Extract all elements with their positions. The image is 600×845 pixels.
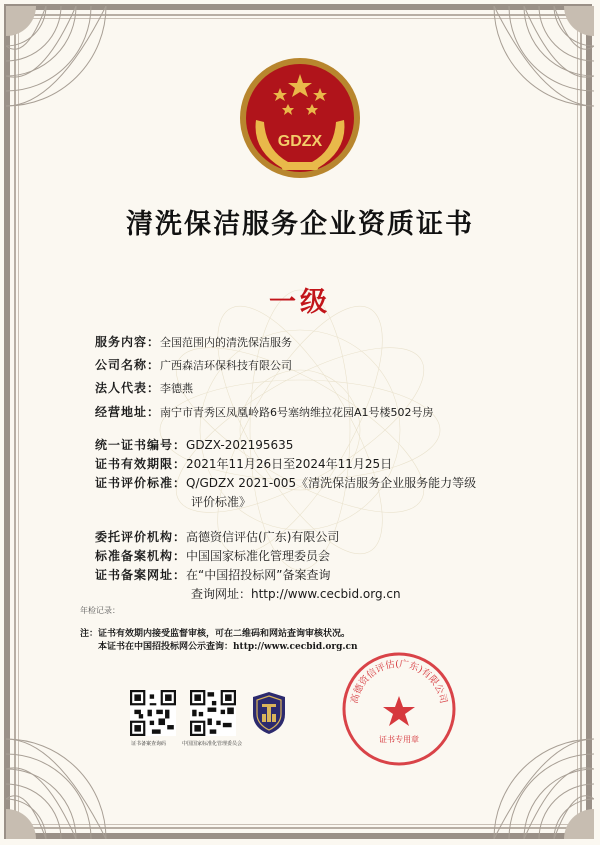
row-record-site (95, 566, 330, 583)
qr-code-cert-query-icon[interactable] (130, 690, 176, 736)
corner-ornament-bottom-left (6, 709, 136, 839)
certificate-title: 清洗保洁服务企业资质证书 (126, 209, 474, 240)
emblem-text: GDZX (277, 133, 323, 150)
row-service-scope (95, 333, 292, 350)
corner-ornament-bottom-right (464, 709, 594, 839)
note-line-2: 本证书在中国招投标网公示查询：http://www.cecbid.org.cn (98, 642, 358, 652)
row-standard (95, 474, 476, 491)
address-value: 南宁市青秀区凤凰岭路6号塞纳维拉花园A1号楼502号房 (160, 406, 434, 419)
record-site-label: 证书备案网址： (95, 568, 187, 582)
cert-no-value: GDZX-202195635 (186, 438, 294, 452)
row-company (95, 356, 292, 373)
corner-ornament-top-left (6, 6, 136, 136)
row-cert-no (95, 436, 293, 453)
standard-label: 证书评价标准： (95, 476, 187, 490)
legal-rep-value: 李德燕 (160, 382, 194, 395)
official-seal-icon (340, 650, 458, 768)
standard-value-cont: 评价标准》 (191, 495, 252, 509)
shield-logo-icon (250, 690, 288, 736)
address-label: 经营地址： (95, 405, 161, 419)
seal-bottom-text: 证书专用章 (379, 735, 419, 744)
qr-caption-1: 证书备案查询码 (131, 741, 167, 747)
record-site-value: 在“中国招投标网”备案查询 (186, 568, 331, 582)
legal-rep-label: 法人代表： (95, 381, 161, 395)
service-scope-value: 全国范围内的清洗保洁服务 (160, 336, 293, 349)
validity-label: 证书有效期限： (95, 457, 187, 471)
seal-top-text: 高德资信评估(广东)有限公司 (349, 658, 449, 705)
registry-label: 标准备案机构： (95, 549, 187, 563)
corner-ornament-top-right (464, 6, 594, 136)
row-validity (95, 455, 392, 472)
row-address (95, 403, 434, 420)
certificate-level: 一级 (269, 287, 331, 318)
service-scope-label: 服务内容： (95, 335, 161, 349)
company-value: 广西森洁环保科技有限公司 (160, 359, 293, 372)
company-label: 公司名称： (95, 358, 161, 372)
qr-code-sac-icon[interactable] (190, 690, 236, 736)
annual-check-label: 年检记录： (80, 606, 120, 615)
validity-value: 2021年11月26日至2024年11月25日 (186, 457, 393, 471)
cert-no-label: 统一证书编号： (95, 438, 187, 452)
gdzx-emblem-icon (232, 50, 368, 186)
row-registry (95, 547, 330, 564)
qr-caption-2: 中国国家标准化管理委员会 (182, 741, 243, 747)
row-evaluator (95, 528, 339, 545)
record-site-url[interactable]: 查询网址：http://www.cecbid.org.cn (191, 587, 401, 601)
registry-value: 中国国家标准化管理委员会 (186, 549, 331, 563)
note-line-1: 注：证书有效期内接受监督审核，可在二维码和网站查询审核状况。 (80, 629, 351, 639)
evaluator-label: 委托评价机构： (95, 530, 187, 544)
standard-value: Q/GDZX 2021-005《清洗保洁服务企业服务能力等级 (186, 476, 477, 490)
row-legal-rep (95, 379, 193, 396)
evaluator-value: 高德资信评估(广东)有限公司 (186, 530, 340, 544)
